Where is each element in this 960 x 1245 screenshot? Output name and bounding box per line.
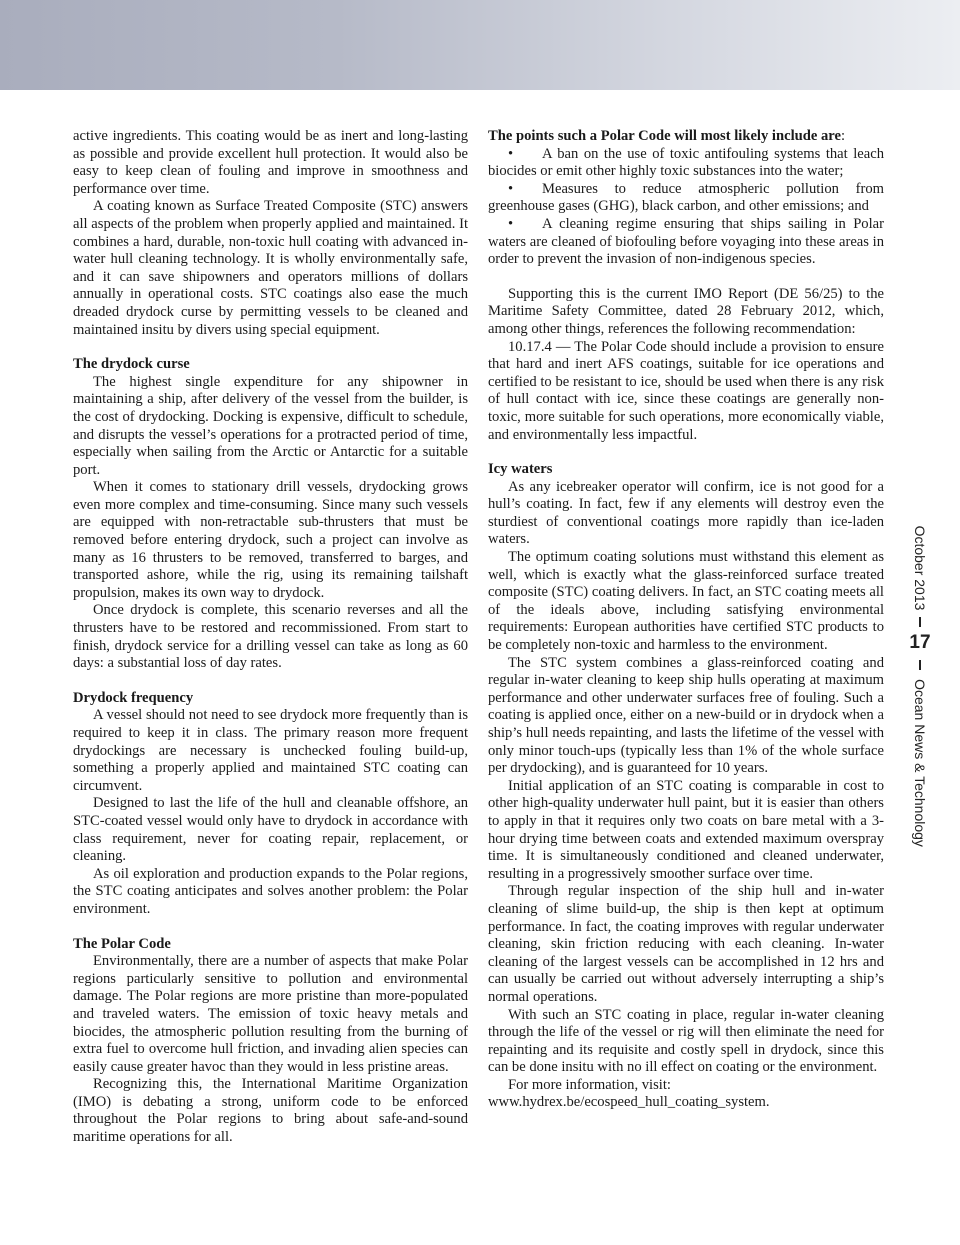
page-number: 17 [909,632,931,653]
issue-date: October 2013 [912,525,928,611]
paragraph: The optimum coating solutions must withstand this element as well, which is exactly what the glass-reinforced surface treated composite (STC) coating delivers. In fact, an STC coating meets all of the ideals above, including satisfying environmental requirements: European authorities have certified STC products to be completely non-toxic and harmless to the environment. [488,549,884,654]
bullet-icon: • [508,145,514,162]
bullet-text: A ban on the use of toxic antifouling systems that leach biocides or emit other highly toxic substances into the water; [488,145,884,180]
bullet-icon: • [508,215,514,232]
paragraph: Initial application of an STC coating is comparable in cost to other high-quality underwater hull paint, but it is easier than others to apply in that it requires only two coats on bare metal with a 3-hour drying time between coats and extended maximum overspray time. It is simultaneously conditioned and cleaned underwater, resulting in a progressively smoother surface over time. [488,777,884,882]
section-heading-polar-code: The Polar Code [73,935,171,952]
paragraph: Recognizing this, the International Maritime Organization (IMO) is debating a strong, uniform code to be enforced throughout the Polar regions to bring about safe-and-sound maritime operations for all. [73,1076,468,1146]
bullet-icon: • [508,180,514,197]
bullet-item [488,146,884,181]
heading-text: The points such a Polar Code will most likely include are [488,128,841,144]
paragraph: active ingredients. This coating would be as inert and long-lasting as possible and provide excellent hull protection. It would also be easy to keep clean of fouling and improve in smoothness and performance over time. [73,128,468,197]
paragraph: When it comes to stationary drill vessels, drydocking grows even more complex and time-consuming. Since many such vessels are equipped with non-retractable sub-thrusters that must be removed before entering drydock, such a project can involve as many as 16 thrusters to be removed, transferred to barges, and transported ashore, while the rig, using its remaining tailshaft propulsion, makes its own way to drydock. [73,479,468,601]
bullet-item [488,181,884,216]
heading-colon: : [840,128,846,144]
section-heading-icy-waters: Icy waters [488,461,553,478]
sidebar-divider [919,660,921,670]
article-left-column [73,128,468,1147]
more-info-url: www.hydrex.be/ecospeed_hull_coating_system. [488,1094,770,1111]
paragraph: As oil exploration and production expands to the Polar regions, the STC coating anticipates and solves another problem: the Polar environment. [73,865,468,917]
section-heading-drydock-curse: The drydock curse [73,356,190,373]
publication-name: Ocean News & Technology [912,679,928,847]
bullet-text: A cleaning regime ensuring that ships sailing in Polar waters are cleaned of biofouling before voyaging into these areas in order to prevent the invasion of non-indigenous species. [488,215,884,268]
header-banner [0,0,960,90]
paragraph: Designed to last the life of the hull and cleanable offshore, an STC-coated vessel would only have to drydock in accordance with class requirement, never for coating repair, replacement, or cleaning. [73,795,468,865]
page-sidebar [900,515,940,855]
article-right-column [488,128,884,1112]
paragraph: With such an STC coating in place, regular in-water cleaning through the life of the vessel or rig will then eliminate the need for repainting and its requisite and costly spell in drydock, since this can be done insitu with no ill effect on coating or the environment. [488,1006,884,1076]
paragraph: Through regular inspection of the ship hull and in-water cleaning of slime build-up, the ship is then kept at optimum performance. In fact, the coating improves with regular underwater cleaning, skin friction reducing with each cleaning. In-water cleaning of the largest vessels can be accomplished in 12 hrs and can usually be carried out without adversely interrupting a ship’s normal operations. [488,883,884,1005]
bullet-text: Measures to reduce atmospheric pollution from greenhouse gases (GHG), black carbon, and other emissions; and [488,180,884,215]
section-heading-drydock-frequency: Drydock frequency [73,689,194,706]
paragraph: For more information, visit: [508,1076,671,1093]
paragraph: Supporting this is the current IMO Report (DE 56/25) to the Maritime Safety Committee, dated 28 February 2012, which, among other things, references the following recommendation: [488,285,884,337]
paragraph: As any icebreaker operator will confirm, ice is not good for a hull’s coating. In fact, few if any elements will destroy even the sturdiest of conventional coatings more rapidly than ice-laden waters. [488,478,884,548]
sidebar-divider [919,617,921,627]
bullet-item [488,216,884,269]
paragraph: A vessel should not need to see drydock more frequently than is required to keep it in class. The primary reason more frequent drydockings are necessary is unchecked fouling build-up, something a properly applied and maintained STC coating can circumvent. [73,707,468,794]
spacer [488,269,884,286]
paragraph: Environmentally, there are a number of aspects that make Polar regions particularly sensitive to pollution and environmental damage. The Polar regions are more pristine than more-populated and traveled waters. The emission of toxic heavy metals and biocides, the atmospheric pollution resulting from the burning of extra fuel to overcome hull friction, and invading alien species can easily cause greater havoc than they would in less pristine areas. [73,953,468,1075]
paragraph: 10.17.4 — The Polar Code should include a provision to ensure that hard and inert AFS coatings, suitable for ice operations and certified to be resistant to ice, should be used when there is any risk of hull contact with ice, since these coatings are generally non-toxic, more suitable for such operations, more economically viable, and environmentally less impactful. [488,338,884,443]
paragraph: The highest single expenditure for any shipowner in maintaining a ship, after delivery of the vessel from the builder, is the cost of drydocking. Docking is expensive, difficult to schedule, and disrupts the vessel’s operations for a protracted period of time, especially when sailing from the Arctic or Antarctic for a suitable port. [73,373,468,478]
paragraph: The STC system combines a glass-reinforced coating and regular in-water cleaning to keep ship hulls operating at maximum performance and other underwater surfaces free of fouling. Such a coating is applied once, either on a new-build or in drydock when a ship’s hull needs repainting, and lasts the lifetime of the vessel with only minor touch-ups (typically less than 1% of the whole surface per drydocking), and is guaranteed for 10 years. [488,654,884,777]
section-heading-polar-code-points [488,128,884,146]
paragraph: Once drydock is complete, this scenario reverses and all the thrusters have to be restored and recommissioned. From start to finish, drydock service for a drilling vessel can take as long as 60 days: a substantial loss of day rates. [73,602,468,672]
paragraph: A coating known as Surface Treated Composite (STC) answers all aspects of the problem when properly applied and maintained. It combines a hard, durable, non-toxic hull coating with advanced in-water hull cleaning technology. It is wholly environmentally safe, and it can save shipowners and operators millions of dollars annually in operational costs. STC coatings also ease the much dreaded drydock curse by permitting vessels to be cleaned and maintained insitu by divers using special equipment. [73,198,468,338]
